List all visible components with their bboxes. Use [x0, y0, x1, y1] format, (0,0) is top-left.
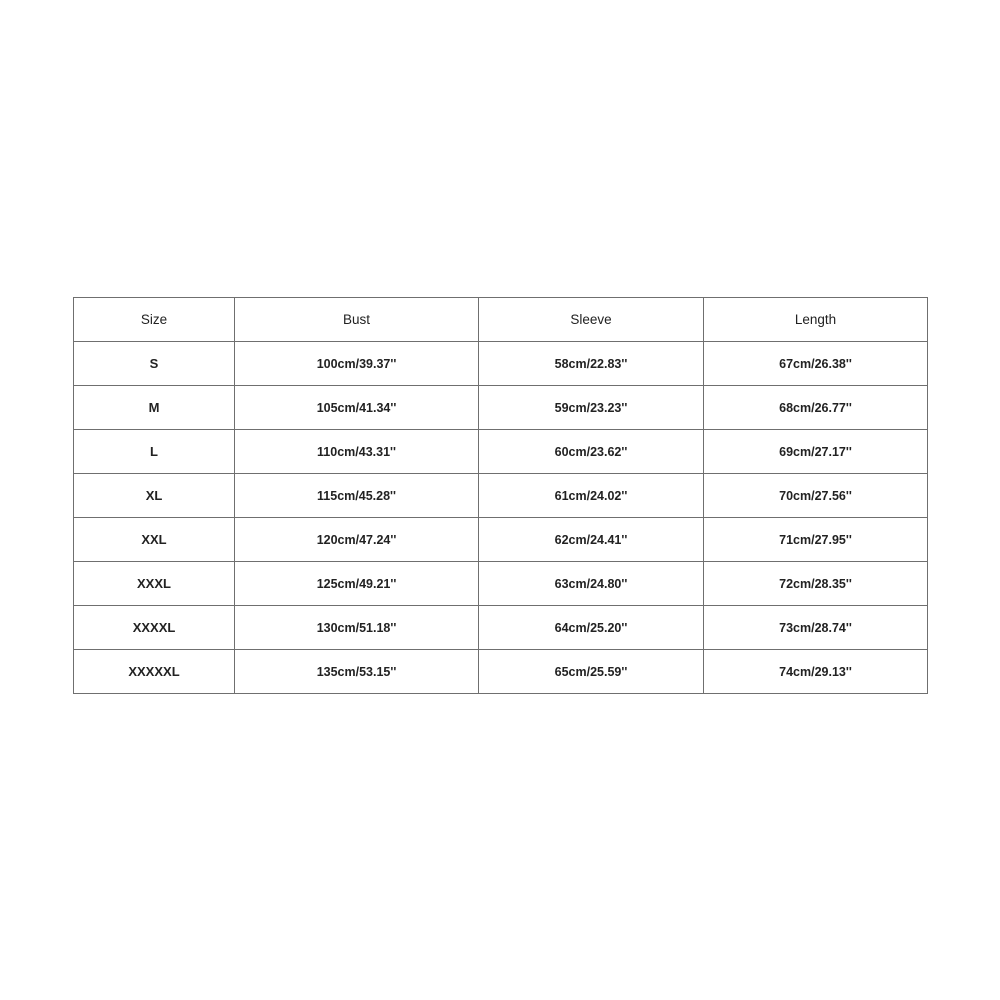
size-cell: XXL	[74, 518, 235, 562]
length-cell: 67cm/26.38''	[704, 342, 928, 386]
table-row	[74, 386, 928, 430]
sleeve-cell: 60cm/23.62''	[479, 430, 704, 474]
length-cell: 73cm/28.74''	[704, 606, 928, 650]
table-row	[74, 430, 928, 474]
bust-cell: 130cm/51.18''	[235, 606, 479, 650]
bust-cell: 120cm/47.24''	[235, 518, 479, 562]
size-cell: S	[74, 342, 235, 386]
size-cell: XL	[74, 474, 235, 518]
bust-cell: 105cm/41.34''	[235, 386, 479, 430]
length-cell: 69cm/27.17''	[704, 430, 928, 474]
sleeve-cell: 58cm/22.83''	[479, 342, 704, 386]
length-cell: 74cm/29.13''	[704, 650, 928, 694]
sleeve-cell: 64cm/25.20''	[479, 606, 704, 650]
length-cell: 71cm/27.95''	[704, 518, 928, 562]
sleeve-cell: 62cm/24.41''	[479, 518, 704, 562]
size-cell: XXXL	[74, 562, 235, 606]
header-sleeve: Sleeve	[479, 298, 704, 342]
size-chart-table	[73, 297, 928, 694]
size-cell: L	[74, 430, 235, 474]
table-row	[74, 606, 928, 650]
bust-cell: 100cm/39.37''	[235, 342, 479, 386]
size-chart-header	[74, 298, 928, 342]
table-row	[74, 518, 928, 562]
bust-cell: 125cm/49.21''	[235, 562, 479, 606]
bust-cell: 135cm/53.15''	[235, 650, 479, 694]
size-cell: XXXXL	[74, 606, 235, 650]
header-bust: Bust	[235, 298, 479, 342]
bust-cell: 110cm/43.31''	[235, 430, 479, 474]
length-cell: 68cm/26.77''	[704, 386, 928, 430]
length-cell: 72cm/28.35''	[704, 562, 928, 606]
sleeve-cell: 65cm/25.59''	[479, 650, 704, 694]
sleeve-cell: 59cm/23.23''	[479, 386, 704, 430]
bust-cell: 115cm/45.28''	[235, 474, 479, 518]
table-row	[74, 650, 928, 694]
table-row	[74, 474, 928, 518]
table-row	[74, 342, 928, 386]
size-cell: M	[74, 386, 235, 430]
header-size: Size	[74, 298, 235, 342]
header-length: Length	[704, 298, 928, 342]
table-row	[74, 562, 928, 606]
header-row	[74, 298, 928, 342]
size-chart-body	[74, 342, 928, 694]
length-cell: 70cm/27.56''	[704, 474, 928, 518]
size-cell: XXXXXL	[74, 650, 235, 694]
sleeve-cell: 61cm/24.02''	[479, 474, 704, 518]
sleeve-cell: 63cm/24.80''	[479, 562, 704, 606]
